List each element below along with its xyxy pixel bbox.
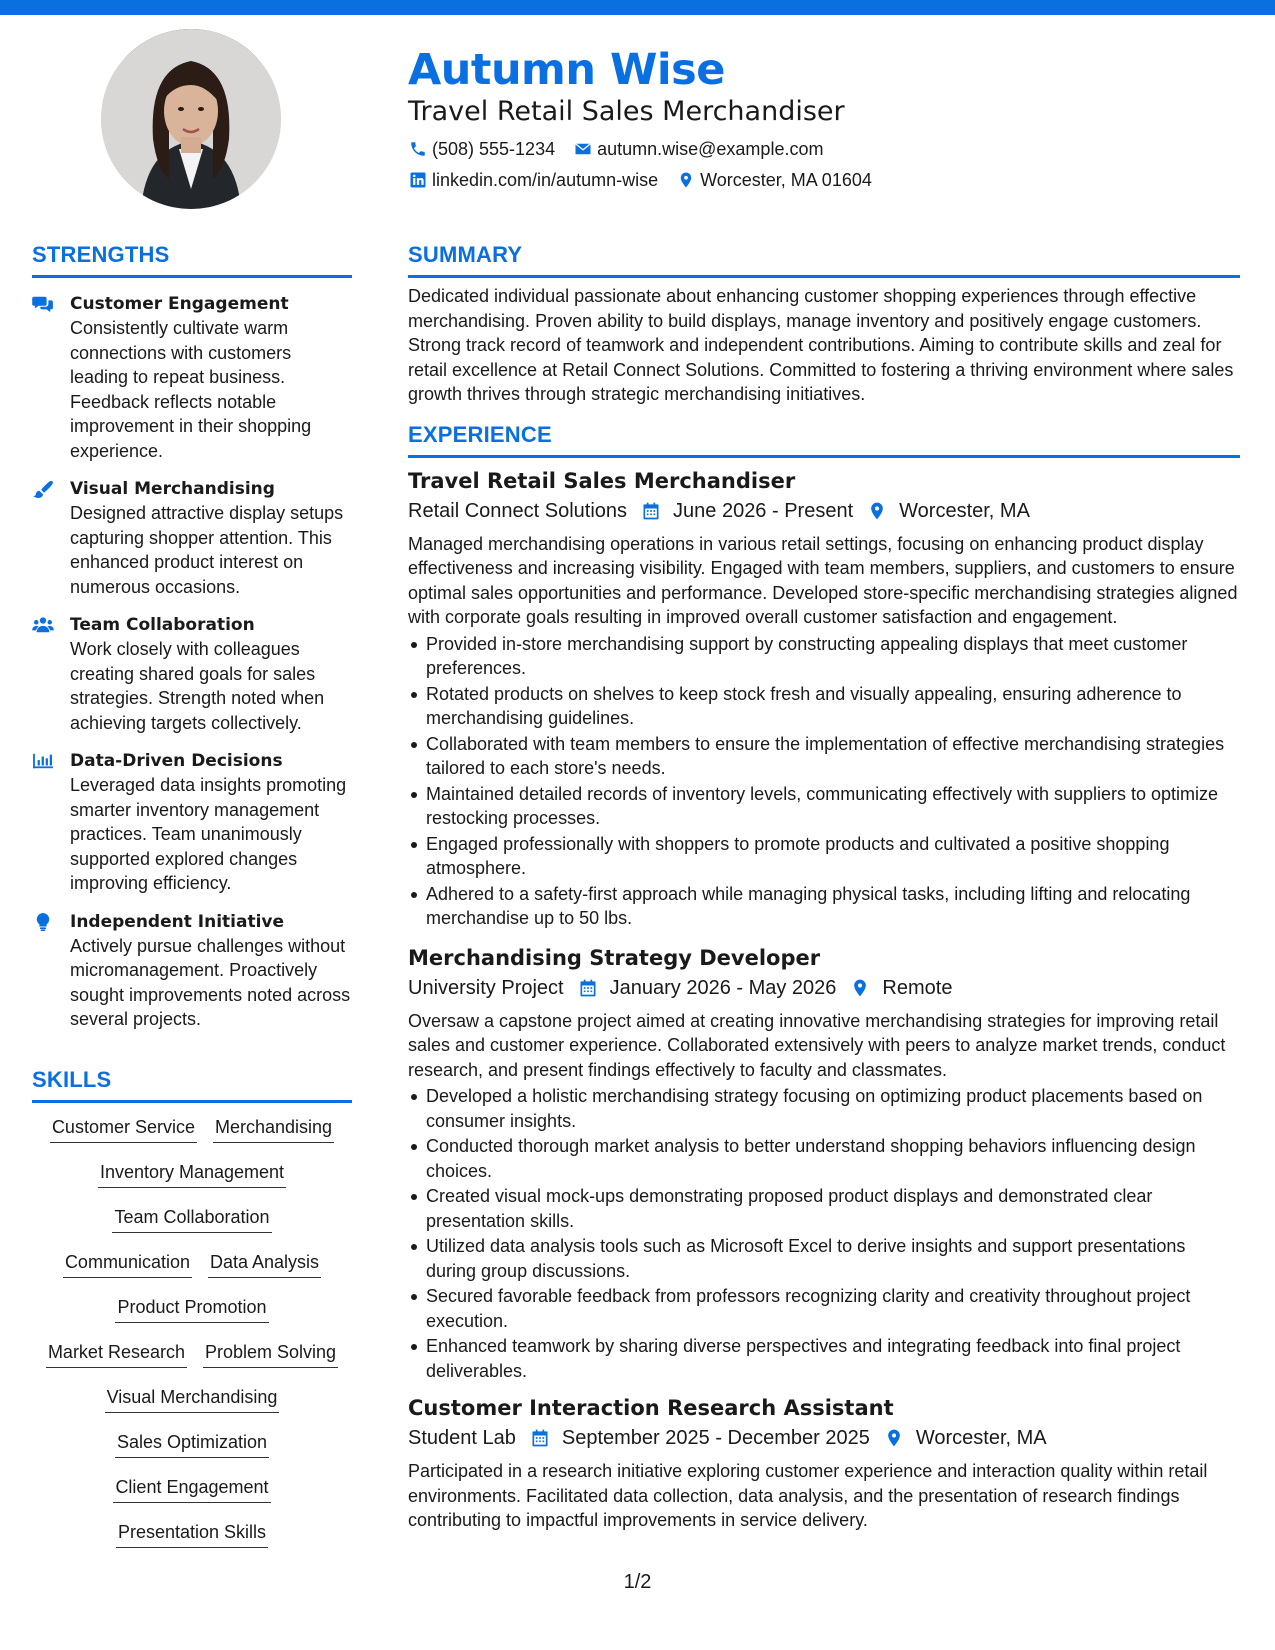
job-bullet: Developed a holistic merchandising strategy focusing on optimizing product placements based on consumer insights. bbox=[408, 1084, 1240, 1133]
skill-tag: Communication bbox=[63, 1250, 192, 1278]
strengths-rule bbox=[32, 275, 352, 278]
contact-row-1 bbox=[408, 137, 1248, 161]
job-bullet: Secured favorable feedback from professors recognizing clarity and creativity throughout project execution. bbox=[408, 1284, 1240, 1333]
strength-item bbox=[32, 292, 352, 463]
job-dates: September 2025 - December 2025 bbox=[561, 1427, 870, 1449]
contact-linkedin[interactable] bbox=[408, 168, 658, 192]
users-icon bbox=[32, 613, 70, 735]
calendar-icon bbox=[530, 1428, 550, 1448]
map-pin-icon bbox=[884, 1428, 904, 1448]
job-entry bbox=[408, 943, 1240, 1384]
skill-tag: Product Promotion bbox=[115, 1295, 268, 1323]
skill-tag: Inventory Management bbox=[98, 1160, 286, 1188]
summary-heading: SUMMARY bbox=[408, 242, 523, 267]
skill-tag: Visual Merchandising bbox=[105, 1385, 280, 1413]
strength-item bbox=[32, 613, 352, 735]
strength-item bbox=[32, 910, 352, 1032]
job-company: University Project bbox=[408, 976, 564, 999]
calendar-icon bbox=[641, 501, 661, 521]
email-text: autumn.wise@example.com bbox=[597, 139, 824, 159]
map-pin-icon bbox=[850, 978, 870, 998]
skill-tag: Customer Service bbox=[50, 1115, 197, 1143]
job-bullet: Utilized data analysis tools such as Microsoft Excel to derive insights and support presentations during group discussions. bbox=[408, 1234, 1240, 1283]
job-meta bbox=[408, 973, 1240, 1003]
bar-chart-icon bbox=[32, 749, 70, 896]
candidate-name: Autumn Wise bbox=[408, 45, 725, 95]
strength-item bbox=[32, 749, 352, 896]
calendar-icon bbox=[578, 978, 598, 998]
lightbulb-icon bbox=[32, 910, 70, 1032]
skill-row bbox=[32, 1475, 352, 1520]
job-bullet: Conducted thorough market analysis to better understand shopping behaviors influencing design choices. bbox=[408, 1134, 1240, 1183]
skill-row bbox=[32, 1385, 352, 1430]
strength-desc: Work closely with colleagues creating shared goals for sales strategies. Strength noted when achieving targets collectively. bbox=[70, 639, 325, 733]
job-bullet: Provided in-store merchandising support by constructing appealing displays that meet customer preferences. bbox=[408, 632, 1240, 681]
job-entry bbox=[408, 466, 1240, 931]
profile-photo-illustration bbox=[101, 29, 281, 209]
skill-row bbox=[32, 1295, 352, 1340]
skills-rule bbox=[32, 1100, 352, 1103]
phone-text: (508) 555-1234 bbox=[432, 139, 556, 159]
job-meta bbox=[408, 496, 1240, 526]
page-number: 1/2 bbox=[623, 1571, 652, 1593]
skill-tag: Data Analysis bbox=[208, 1250, 321, 1278]
strengths-heading: STRENGTHS bbox=[32, 242, 170, 267]
job-dates: January 2026 - May 2026 bbox=[609, 976, 837, 999]
job-bullet: Rotated products on shelves to keep stock fresh and visually appealing, ensuring adherence to merchandising guidelines. bbox=[408, 682, 1240, 731]
job-location: Worcester, MA bbox=[899, 499, 1030, 522]
summary-rule bbox=[408, 275, 1240, 278]
job-dates: June 2026 - Present bbox=[673, 499, 854, 522]
skill-row bbox=[32, 1520, 352, 1565]
linkedin-icon bbox=[408, 170, 428, 190]
job-title: Merchandising Strategy Developer bbox=[408, 945, 821, 970]
top-accent-bar bbox=[0, 0, 1275, 15]
job-description: Oversaw a capstone project aimed at creating innovative merchandising strategies for improving retail sales and customer experience. Collaborated extensively with peers to analyze market trends, conduct research, and present findings effectively to faculty and classmates. bbox=[408, 1010, 1226, 1080]
job-bullet: Created visual mock-ups demonstrating proposed product displays and demonstrated clear presentation skills. bbox=[408, 1184, 1240, 1233]
contact-row-2 bbox=[408, 168, 1248, 192]
skill-tag: Market Research bbox=[46, 1340, 187, 1368]
map-pin-icon bbox=[676, 170, 696, 190]
profile-photo bbox=[101, 29, 281, 209]
skill-tag: Sales Optimization bbox=[115, 1430, 269, 1458]
skill-row bbox=[32, 1115, 352, 1160]
phone-icon bbox=[408, 139, 428, 159]
job-bullets bbox=[408, 1084, 1240, 1383]
job-bullet: Adhered to a safety-first approach while managing physical tasks, including lifting and relocating merchandise up to 50 lbs. bbox=[408, 882, 1240, 931]
job-location: Worcester, MA bbox=[915, 1427, 1047, 1449]
job-bullet: Maintained detailed records of inventory levels, communicating effectively with suppliers to optimize restocking processes. bbox=[408, 782, 1240, 831]
job-entry bbox=[408, 1393, 1240, 1533]
strength-desc: Designed attractive display setups capturing shopper attention. This enhanced product interest on numerous occasions. bbox=[70, 503, 344, 597]
skill-tag: Merchandising bbox=[213, 1115, 334, 1143]
contact-location bbox=[676, 168, 872, 192]
location-text: Worcester, MA 01604 bbox=[700, 170, 872, 190]
job-bullets bbox=[408, 632, 1240, 931]
job-title: Travel Retail Sales Merchandiser bbox=[408, 468, 796, 493]
job-location: Remote bbox=[882, 976, 953, 999]
skill-tag: Problem Solving bbox=[203, 1340, 338, 1368]
comments-icon bbox=[32, 292, 70, 463]
strength-desc: Actively pursue challenges without micromanagement. Proactively sought improvements noted across several projects. bbox=[70, 935, 351, 1029]
paintbrush-icon bbox=[32, 477, 70, 599]
strength-desc: Consistently cultivate warm connections with customers leading to repeat business. Feedback reflects notable improvement in their shopping experience. bbox=[70, 318, 312, 461]
strength-item bbox=[32, 477, 352, 599]
skill-row bbox=[32, 1160, 352, 1205]
job-bullet: Engaged professionally with shoppers to promote products and cultivated a positive shopping atmosphere. bbox=[408, 832, 1240, 881]
left-column bbox=[32, 241, 352, 1565]
skills-list bbox=[32, 1115, 352, 1565]
summary-text: Dedicated individual passionate about enhancing customer shopping experiences through effective merchandising. Proven ability to build displays, manage inventory and positively engage customers. Strong track record of teamwork and independent contributions. Aiming to contribute skills and zeal for retail excellence at Retail Connect Solutions. Committed to fostering a thriving environment where sales growth thrives through strategic merchandising initiatives. bbox=[408, 286, 1234, 404]
skills-heading: SKILLS bbox=[32, 1066, 112, 1092]
job-description: Managed merchandising operations in various retail settings, focusing on enhancing product display effectiveness and increasing visibility. Engaged with team members, suppliers, and customers to ensure optimal sales opportunities and performance. Developed store-specific merchandising strategies aligned with corporate goals resulting in improved overall customer satisfaction and engagement. bbox=[408, 533, 1238, 627]
experience-rule bbox=[408, 455, 1240, 458]
right-column bbox=[408, 241, 1240, 1533]
skill-tag: Presentation Skills bbox=[116, 1520, 268, 1548]
job-company: Student Lab bbox=[408, 1427, 516, 1449]
envelope-icon bbox=[573, 139, 593, 159]
job-title: Customer Interaction Research Assistant bbox=[408, 1396, 894, 1420]
strength-title: Data-Driven Decisions bbox=[70, 751, 283, 771]
skill-row bbox=[32, 1250, 352, 1295]
skill-tag: Client Engagement bbox=[113, 1475, 270, 1503]
job-description: Participated in a research initiative exploring customer experience and interaction quality within retail environments. Facilitated data collection, data analysis, and the presentation of research findings contributing to impactful improvements in service delivery. bbox=[408, 1461, 1208, 1530]
experience-heading: EXPERIENCE bbox=[408, 421, 552, 447]
linkedin-text: linkedin.com/in/autumn-wise bbox=[432, 170, 659, 190]
skill-tag: Team Collaboration bbox=[112, 1205, 271, 1233]
skill-row bbox=[32, 1430, 352, 1475]
strength-title: Team Collaboration bbox=[70, 615, 255, 635]
strength-title: Independent Initiative bbox=[70, 911, 285, 932]
strength-title: Customer Engagement bbox=[70, 294, 289, 314]
job-company: Retail Connect Solutions bbox=[408, 499, 628, 522]
resume-header bbox=[408, 42, 1248, 192]
map-pin-icon bbox=[867, 501, 887, 521]
job-bullet: Collaborated with team members to ensure the implementation of effective merchandising strategies tailored to each store's needs. bbox=[408, 732, 1240, 781]
skill-row bbox=[32, 1205, 352, 1250]
job-meta bbox=[408, 1423, 1240, 1453]
contact-email[interactable] bbox=[573, 137, 823, 161]
candidate-title: Travel Retail Sales Merchandiser bbox=[408, 96, 845, 127]
strength-desc: Leveraged data insights promoting smarter inventory management practices. Team unanimously supported explored changes improving efficiency. bbox=[70, 775, 347, 893]
skill-row bbox=[32, 1340, 352, 1385]
strength-title: Visual Merchandising bbox=[70, 479, 275, 499]
contact-phone[interactable] bbox=[408, 137, 555, 161]
job-bullet: Enhanced teamwork by sharing diverse perspectives and integrating feedback into final project deliverables. bbox=[408, 1334, 1240, 1383]
